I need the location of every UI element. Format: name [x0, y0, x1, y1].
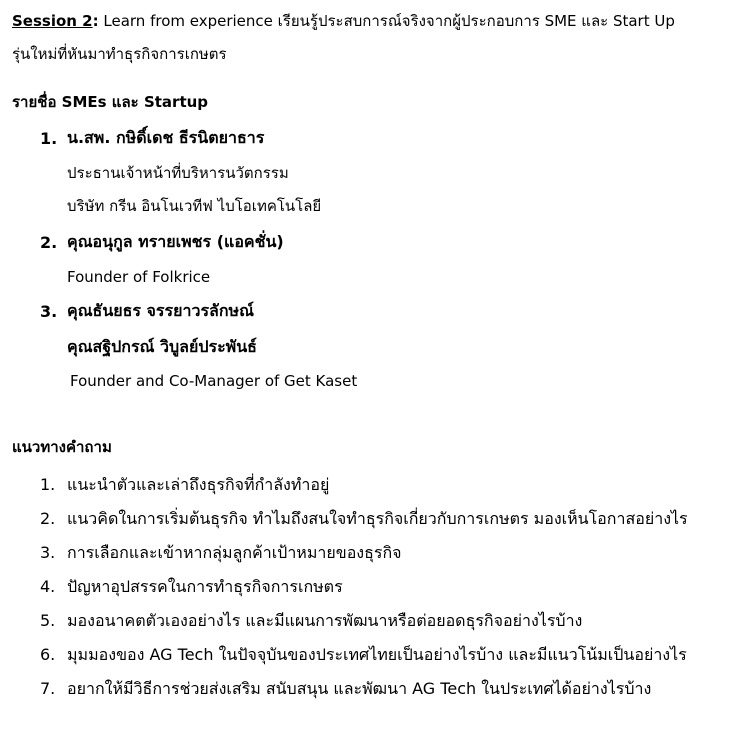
question-text: การเลือกและเข้าหากลุ่มลูกค้าเป้าหมายของธุรกิจ — [67, 543, 402, 562]
speaker-number: 3. — [40, 302, 58, 321]
session-subtitle: รุ่นใหม่ที่หันมาทำธุรกิจการเกษตร — [12, 45, 227, 63]
question-text: แนวคิดในการเริ่มต้นธุรกิจ ทำไมถึงสนใจทำธุรกิจเกี่ยวกับการเกษตร มองเห็นโอกาสอย่างไร — [67, 509, 688, 528]
speaker-name: น.สพ. กษิดิ์เดช ธีรนิตยาธาร — [67, 128, 265, 147]
speaker-detail: Founder of Folkrice — [67, 268, 211, 286]
question-number: 4. — [40, 577, 56, 596]
speaker-number: 1. — [40, 129, 58, 148]
speaker-name: คุณธันยธร จรรยาวรลักษณ์ — [67, 301, 254, 320]
question-number: 7. — [40, 679, 56, 698]
speaker-number: 2. — [40, 233, 58, 252]
question-text: แนะนำตัวและเล่าถึงธุรกิจที่กำลังทำอยู่ — [67, 475, 330, 494]
session-title-text: Learn from experience เรียนรู้ประสบการณ์จริงจากผู้ประกอบการ SME และ Start Up — [98, 12, 675, 30]
session-colon: : — [92, 12, 99, 30]
session-label: Session 2 — [12, 12, 93, 30]
question-text: มองอนาคตตัวเองอย่างไร และมีแผนการพัฒนาหรือต่อยอดธุรกิจอย่างไรบ้าง — [67, 611, 583, 630]
question-number: 1. — [40, 475, 56, 494]
question-number: 2. — [40, 509, 56, 528]
speaker-detail: ประธานเจ้าหน้าที่บริหารนวัตกรรม — [67, 164, 289, 182]
session-title — [12, 14, 675, 29]
questions-heading: แนวทางคำถาม — [12, 438, 112, 456]
question-number: 6. — [40, 645, 56, 664]
speaker-detail: Founder and Co-Manager of Get Kaset — [70, 372, 358, 390]
speaker-name: คุณอนุกูล ทรายเพชร (แอคชั่น) — [67, 232, 284, 251]
speaker-detail: บริษัท กรีน อินโนเวทีฟ ไบโอเทคโนโลยี — [67, 197, 322, 215]
speakers-heading: รายชื่อ SMEs และ Startup — [12, 93, 209, 111]
question-number: 5. — [40, 611, 56, 630]
question-text: อยากให้มีวิธีการช่วยส่งเสริม สนับสนุน และพัฒนา AG Tech ในประเทศได้อย่างไรบ้าง — [67, 679, 652, 698]
speaker-name-secondary: คุณสฐิปกรณ์ วิบูลย์ประพันธ์ — [67, 337, 257, 356]
question-text: ปัญหาอุปสรรคในการทำธุรกิจการเกษตร — [67, 577, 343, 596]
question-text: มุมมองของ AG Tech ในปัจจุบันของประเทศไทยเป็นอย่างไรบ้าง และมีแนวโน้มเป็นอย่างไร — [67, 645, 687, 664]
question-number: 3. — [40, 543, 56, 562]
